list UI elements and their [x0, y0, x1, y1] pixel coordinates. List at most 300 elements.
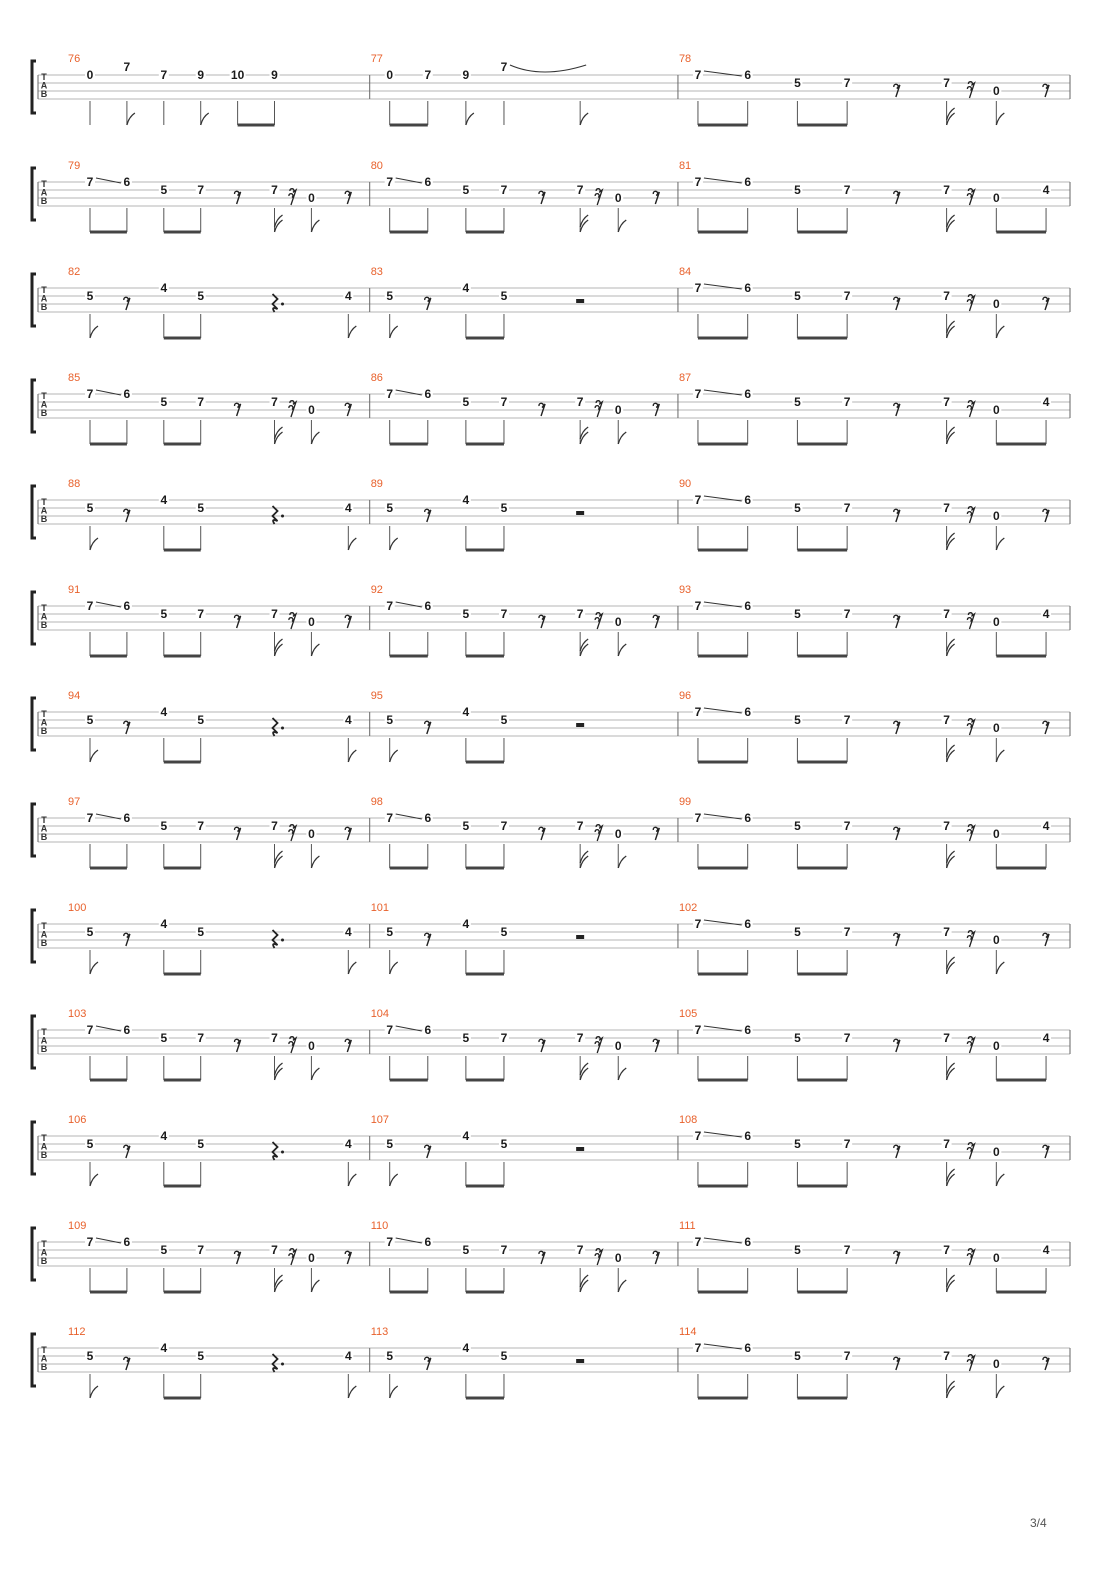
- tab-clef-letter: B: [40, 89, 48, 99]
- eighth-flag: [390, 1174, 398, 1186]
- eighth-flag: [90, 538, 98, 550]
- fret-number: 7: [271, 819, 278, 833]
- measure: [679, 160, 1051, 232]
- system-bracket: [32, 168, 36, 220]
- tab-clef-letter: B: [40, 196, 48, 206]
- sixteenth-rest: [967, 401, 974, 417]
- fret-number: 4: [160, 281, 168, 295]
- quarter-rest: [273, 930, 278, 948]
- quarter-rest: [273, 506, 278, 524]
- fret-number: 0: [992, 933, 1000, 947]
- eighth-flag: [311, 220, 319, 232]
- rest-dot: [281, 303, 284, 306]
- fret-number: 0: [992, 1145, 1000, 1159]
- fret-number: 7: [86, 175, 94, 189]
- fret-number: 4: [1042, 183, 1050, 197]
- fret-number: 5: [794, 1243, 801, 1257]
- fret-number: 7: [424, 68, 432, 82]
- fret-number: 4: [462, 705, 470, 719]
- fret-number: 7: [694, 1341, 702, 1355]
- fret-number: 7: [576, 183, 584, 197]
- measure-number: 97: [68, 796, 81, 808]
- fret-number: 6: [744, 1129, 752, 1143]
- sixteenth-flag: [947, 1381, 955, 1398]
- eighth-flag: [311, 644, 319, 656]
- measure-number: 109: [68, 1220, 87, 1232]
- tab-clef-letter: B: [40, 620, 48, 630]
- system-bracket: [32, 1122, 36, 1174]
- fret-number: 5: [462, 395, 470, 409]
- fret-number: 4: [160, 705, 168, 719]
- fret-number: 5: [86, 501, 94, 515]
- tab-system: [32, 372, 1070, 444]
- sixteenth-flag: [275, 215, 283, 232]
- fret-number: 6: [424, 599, 432, 613]
- measure-number: 99: [678, 796, 692, 808]
- sixteenth-flag: [275, 427, 283, 444]
- fret-number: 7: [943, 1349, 950, 1363]
- fret-number: 5: [794, 1031, 801, 1045]
- fret-number: 7: [843, 1137, 851, 1151]
- tab-clef-letter: A: [40, 1353, 48, 1364]
- fret-number: 7: [694, 493, 702, 507]
- system-bracket: [32, 1334, 36, 1386]
- fret-number: 6: [424, 387, 432, 401]
- fret-number: 0: [992, 827, 1000, 841]
- fret-number: 5: [160, 607, 168, 621]
- sixteenth-rest: [595, 1249, 602, 1265]
- fret-number: 4: [1042, 395, 1050, 409]
- eighth-flag: [90, 750, 98, 762]
- fret-number: 4: [462, 917, 470, 931]
- sixteenth-rest: [967, 1143, 974, 1159]
- fret-number: 0: [614, 403, 622, 417]
- measure-number: 77: [370, 53, 383, 65]
- fret-number: 5: [462, 819, 470, 833]
- eighth-flag: [618, 432, 626, 444]
- tab-system: [32, 1114, 1070, 1186]
- fret-number: 4: [160, 493, 168, 507]
- tab-system: [32, 584, 1070, 656]
- tab-clef-letter: A: [40, 1035, 48, 1046]
- fret-number: 4: [462, 493, 470, 507]
- fret-number: 5: [386, 501, 394, 515]
- tab-clef-letter: A: [40, 80, 48, 91]
- fret-number: 6: [744, 281, 752, 295]
- fret-number: 7: [197, 1243, 205, 1257]
- half-rest: [576, 935, 584, 939]
- rest-dot: [281, 939, 284, 942]
- measure: [679, 584, 1051, 656]
- fret-number: 5: [386, 289, 394, 303]
- measure: [68, 584, 351, 656]
- fret-number: 5: [160, 395, 168, 409]
- fret-number: 4: [344, 501, 352, 515]
- eighth-flag: [996, 1386, 1004, 1398]
- eighth-flag: [311, 1280, 319, 1292]
- sixteenth-flag: [947, 108, 955, 125]
- system-bracket: [32, 1016, 36, 1068]
- tie-arc: [510, 65, 586, 72]
- measure: [371, 478, 584, 550]
- eighth-flag: [90, 962, 98, 974]
- fret-number: 7: [943, 925, 950, 939]
- eighth-flag: [90, 1386, 98, 1398]
- measure-number: 100: [68, 902, 87, 914]
- fret-number: 0: [308, 1039, 315, 1053]
- fret-number: 4: [1042, 607, 1050, 621]
- fret-number: 6: [744, 599, 752, 613]
- fret-number: 6: [123, 175, 131, 189]
- fret-number: 7: [123, 60, 131, 74]
- sixteenth-rest: [595, 1037, 602, 1053]
- sixteenth-flag: [580, 427, 588, 444]
- sixteenth-rest: [595, 825, 602, 841]
- sixteenth-flag: [580, 851, 588, 868]
- fret-number: 7: [500, 60, 508, 74]
- half-rest: [576, 1147, 584, 1151]
- measure: [371, 160, 660, 232]
- tab-clef-letter: T: [41, 497, 47, 507]
- fret-number: 5: [160, 1243, 168, 1257]
- fret-number: 7: [86, 1235, 94, 1249]
- fret-number: 7: [576, 1243, 584, 1257]
- tab-clef-letter: T: [41, 921, 47, 931]
- sixteenth-flag: [947, 427, 955, 444]
- fret-number: 0: [308, 827, 315, 841]
- system-bracket: [32, 1228, 36, 1280]
- sixteenth-flag: [580, 215, 588, 232]
- measure-number: 106: [68, 1114, 87, 1126]
- fret-number: 6: [123, 387, 131, 401]
- eighth-flag: [996, 750, 1004, 762]
- measure-number: 101: [370, 902, 390, 914]
- fret-number: 5: [386, 925, 394, 939]
- tab-clef-letter: B: [40, 408, 48, 418]
- sixteenth-flag: [947, 215, 955, 232]
- sixteenth-rest: [289, 401, 296, 417]
- measure: [68, 1326, 356, 1398]
- measure: [679, 1220, 1051, 1292]
- fret-number: 0: [614, 1039, 622, 1053]
- fret-number: 5: [86, 289, 94, 303]
- tab-system: [32, 478, 1070, 550]
- sixteenth-flag: [947, 321, 955, 338]
- fret-number: 5: [794, 183, 801, 197]
- sixteenth-rest: [967, 613, 974, 629]
- fret-number: 7: [843, 1349, 851, 1363]
- eighth-flag: [348, 1174, 356, 1186]
- tab-clef-letter: A: [40, 187, 48, 198]
- fret-number: 6: [123, 811, 131, 825]
- sixteenth-flag: [947, 1169, 955, 1186]
- fret-number: 0: [992, 297, 1000, 311]
- fret-number: 7: [843, 607, 851, 621]
- sixteenth-rest: [967, 931, 974, 947]
- sixteenth-flag: [275, 851, 283, 868]
- fret-number: 7: [386, 599, 394, 613]
- measure: [68, 53, 280, 125]
- fret-number: 6: [123, 599, 131, 613]
- fret-number: 7: [500, 1031, 508, 1045]
- page-number: 3/4: [1030, 1516, 1047, 1530]
- tab-clef-letter: B: [40, 1362, 48, 1372]
- sixteenth-flag: [580, 1275, 588, 1292]
- fret-number: 7: [576, 395, 584, 409]
- tab-clef-letter: A: [40, 1141, 48, 1152]
- eighth-flag: [618, 1280, 626, 1292]
- tab-clef-letter: B: [40, 1256, 48, 1266]
- fret-number: 6: [744, 387, 752, 401]
- measure-number: 83: [370, 266, 383, 278]
- measure: [679, 266, 1049, 338]
- sixteenth-flag: [275, 639, 283, 656]
- fret-number: 5: [197, 1137, 205, 1151]
- fret-number: 7: [694, 811, 702, 825]
- sixteenth-rest: [595, 401, 602, 417]
- fret-number: 5: [462, 607, 470, 621]
- fret-number: 6: [123, 1023, 131, 1037]
- rest-dot: [281, 515, 284, 518]
- fret-number: 6: [744, 917, 752, 931]
- tab-clef-letter: T: [41, 179, 47, 189]
- fret-number: 5: [794, 607, 801, 621]
- measure: [679, 690, 1049, 762]
- fret-number: 4: [344, 925, 352, 939]
- eighth-flag: [996, 326, 1004, 338]
- measure: [68, 478, 356, 550]
- measure: [371, 53, 588, 125]
- measure: [371, 584, 660, 656]
- eighth-flag: [390, 538, 398, 550]
- fret-number: 4: [344, 289, 352, 303]
- measure: [679, 1008, 1051, 1080]
- fret-number: 5: [160, 1031, 168, 1045]
- fret-number: 4: [1042, 819, 1050, 833]
- fret-number: 7: [386, 1235, 394, 1249]
- fret-number: 7: [943, 713, 950, 727]
- measure-number: 86: [370, 372, 383, 384]
- tab-clef-letter: B: [40, 1150, 48, 1160]
- fret-number: 0: [308, 191, 315, 205]
- tab-system: [32, 1220, 1070, 1292]
- fret-number: 7: [843, 76, 851, 90]
- tab-clef-letter: A: [40, 1247, 48, 1258]
- measure-number: 81: [678, 160, 692, 172]
- fret-number: 5: [500, 501, 508, 515]
- fret-number: 7: [843, 183, 851, 197]
- fret-number: 7: [576, 1031, 584, 1045]
- sixteenth-flag: [947, 957, 955, 974]
- fret-number: 5: [794, 76, 801, 90]
- fret-number: 7: [943, 607, 950, 621]
- fret-number: 7: [694, 68, 702, 82]
- sixteenth-rest: [967, 1037, 974, 1053]
- system-bracket: [32, 804, 36, 856]
- fret-number: 6: [744, 493, 752, 507]
- system-bracket: [32, 592, 36, 644]
- fret-number: 0: [308, 403, 315, 417]
- fret-number: 5: [794, 1137, 801, 1151]
- rest-dot: [281, 1151, 284, 1154]
- fret-number: 5: [386, 713, 394, 727]
- fret-number: 4: [344, 713, 352, 727]
- sixteenth-flag: [947, 533, 955, 550]
- fret-number: 6: [744, 1235, 752, 1249]
- tab-clef-letter: T: [41, 1133, 47, 1143]
- tab-clef-letter: B: [40, 938, 48, 948]
- fret-number: 7: [197, 607, 205, 621]
- fret-number: 7: [386, 175, 394, 189]
- half-rest: [576, 723, 584, 727]
- fret-number: 6: [744, 811, 752, 825]
- quarter-rest: [273, 1142, 278, 1160]
- fret-number: 7: [500, 607, 508, 621]
- fret-number: 0: [992, 1039, 1000, 1053]
- measure-number: 89: [370, 478, 383, 490]
- fret-number: 7: [500, 1243, 508, 1257]
- fret-number: 7: [943, 395, 950, 409]
- fret-number: 6: [744, 705, 752, 719]
- sixteenth-flag: [275, 1063, 283, 1080]
- measure-number: 80: [370, 160, 383, 172]
- fret-number: 7: [943, 1243, 950, 1257]
- measure-number: 113: [370, 1326, 389, 1338]
- measure: [68, 902, 356, 974]
- eighth-flag: [311, 432, 319, 444]
- eighth-flag: [618, 856, 626, 868]
- fret-number: 7: [386, 387, 394, 401]
- tab-clef-letter: T: [41, 815, 47, 825]
- fret-number: 0: [614, 615, 622, 629]
- fret-number: 5: [197, 713, 205, 727]
- system-bracket: [32, 698, 36, 750]
- half-rest: [576, 511, 584, 515]
- fret-number: 5: [794, 713, 801, 727]
- fret-number: 7: [86, 387, 94, 401]
- fret-number: 0: [386, 68, 394, 82]
- fret-number: 7: [197, 183, 205, 197]
- fret-number: 4: [1042, 1031, 1050, 1045]
- fret-number: 6: [744, 175, 752, 189]
- measure-number: 108: [678, 1114, 698, 1126]
- measure-number: 110: [370, 1220, 389, 1232]
- fret-number: 7: [694, 917, 702, 931]
- measure: [371, 796, 660, 868]
- fret-number: 5: [160, 183, 168, 197]
- fret-number: 7: [694, 599, 702, 613]
- fret-number: 4: [1042, 1243, 1050, 1257]
- measure-number: 88: [68, 478, 81, 490]
- eighth-flag: [348, 750, 356, 762]
- tab-system: [32, 160, 1070, 232]
- measure-number: 93: [678, 584, 692, 596]
- fret-number: 5: [462, 183, 470, 197]
- sixteenth-rest: [289, 825, 296, 841]
- measure-number: 104: [370, 1008, 390, 1020]
- sixteenth-rest: [967, 719, 974, 735]
- tab-clef-letter: T: [41, 1239, 47, 1249]
- tab-clef-letter: B: [40, 726, 48, 736]
- half-rest: [576, 299, 584, 303]
- tab-clef-letter: T: [41, 391, 47, 401]
- fret-number: 7: [943, 289, 950, 303]
- fret-number: 7: [271, 183, 278, 197]
- eighth-flag: [201, 113, 209, 125]
- sixteenth-flag: [947, 851, 955, 868]
- tab-clef-letter: A: [40, 823, 48, 834]
- measure: [68, 266, 356, 338]
- fret-number: 7: [271, 1243, 278, 1257]
- eighth-flag: [996, 538, 1004, 550]
- sixteenth-flag: [947, 745, 955, 762]
- measure: [371, 1114, 584, 1186]
- eighth-flag: [618, 644, 626, 656]
- sixteenth-flag: [947, 1063, 955, 1080]
- sixteenth-rest: [967, 82, 974, 98]
- fret-number: 6: [744, 68, 752, 82]
- fret-number: 7: [694, 1129, 702, 1143]
- fret-number: 0: [308, 1251, 315, 1265]
- fret-number: 7: [500, 395, 508, 409]
- fret-number: 7: [197, 1031, 205, 1045]
- fret-number: 7: [943, 1137, 950, 1151]
- fret-number: 5: [86, 1349, 94, 1363]
- fret-number: 7: [86, 811, 94, 825]
- tab-clef-letter: B: [40, 514, 48, 524]
- fret-number: 7: [271, 1031, 278, 1045]
- fret-number: 5: [386, 1137, 394, 1151]
- eighth-flag: [580, 113, 588, 125]
- sixteenth-rest: [289, 189, 296, 205]
- measure: [371, 1008, 660, 1080]
- tab-clef-letter: A: [40, 611, 48, 622]
- measure-number: 95: [370, 690, 383, 702]
- fret-number: 5: [500, 925, 508, 939]
- fret-number: 7: [843, 501, 851, 515]
- fret-number: 5: [794, 501, 801, 515]
- eighth-flag: [127, 113, 135, 125]
- measure: [371, 372, 660, 444]
- tab-system: [32, 690, 1070, 762]
- eighth-flag: [996, 113, 1004, 125]
- sixteenth-rest: [967, 189, 974, 205]
- fret-number: 7: [694, 387, 702, 401]
- fret-number: 7: [843, 819, 851, 833]
- fret-number: 4: [160, 1341, 168, 1355]
- sixteenth-rest: [967, 825, 974, 841]
- quarter-rest: [273, 718, 278, 736]
- fret-number: 5: [794, 289, 801, 303]
- measure-number: 107: [370, 1114, 390, 1126]
- fret-number: 9: [271, 68, 278, 82]
- fret-number: 7: [843, 1243, 851, 1257]
- fret-number: 4: [344, 1349, 352, 1363]
- fret-number: 7: [694, 1235, 702, 1249]
- measure: [68, 1114, 356, 1186]
- measure: [68, 796, 351, 868]
- measure: [679, 1326, 1049, 1398]
- fret-number: 0: [614, 191, 622, 205]
- fret-number: 7: [843, 289, 851, 303]
- sixteenth-rest: [289, 1249, 296, 1265]
- measure-number: 76: [68, 53, 81, 65]
- fret-number: 0: [992, 191, 1000, 205]
- eighth-flag: [348, 538, 356, 550]
- tab-system: [32, 796, 1070, 868]
- measure: [679, 796, 1051, 868]
- fret-number: 6: [744, 1341, 752, 1355]
